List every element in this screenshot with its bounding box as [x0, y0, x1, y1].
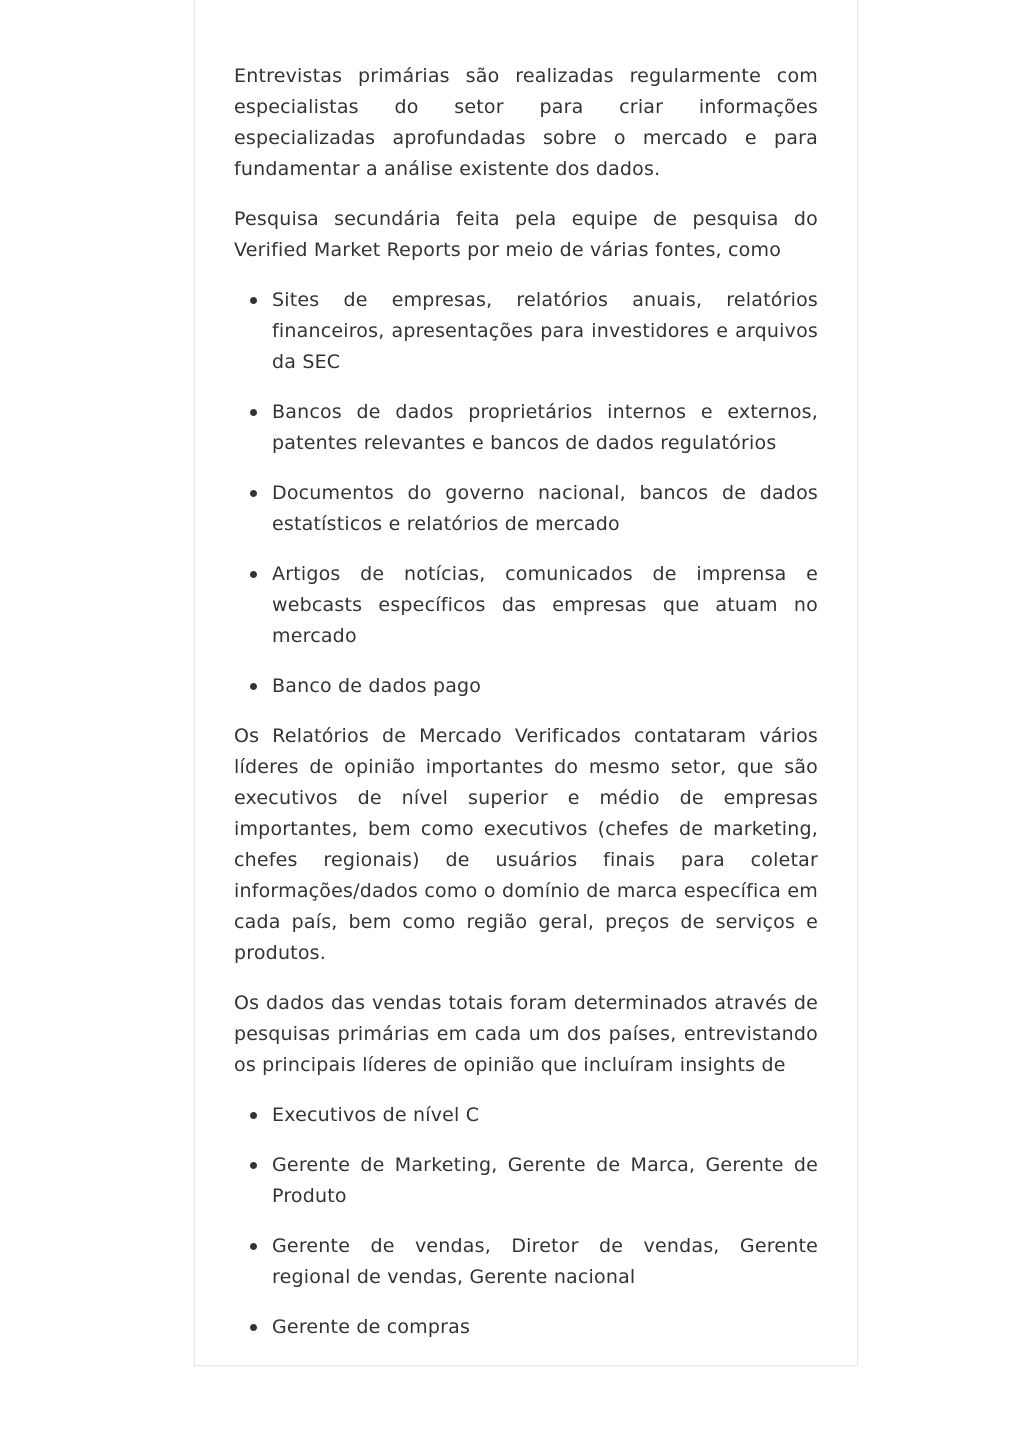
insights-list: [234, 1100, 818, 1343]
list-item: [234, 1150, 818, 1212]
list-item: [234, 671, 818, 702]
list-item-text: Artigos de notícias, comunicados de imprensa e webcasts específicos das empresas que atuam no mercado: [272, 563, 818, 647]
bullet-icon: [250, 1112, 257, 1119]
list-item: [234, 1312, 818, 1343]
list-item: [234, 559, 818, 652]
list-item-text: Executivos de nível C: [272, 1104, 480, 1126]
list-item-text: Banco de dados pago: [272, 675, 482, 697]
bullet-icon: [250, 1243, 257, 1250]
bullet-icon: [250, 490, 257, 497]
list-item: [234, 1231, 818, 1293]
list-item-text: Bancos de dados proprietários internos e externos, patentes relevantes e bancos de dados regulatórios: [272, 401, 818, 454]
paragraph-total-sales: Os dados das vendas totais foram determinados através de pesquisas primárias em cada um dos países, entrevistando os principais líderes de opinião que incluíram insights de: [234, 992, 818, 1076]
bullet-icon: [250, 409, 257, 416]
article-body: [234, 61, 818, 1362]
sources-list: [234, 285, 818, 702]
list-item: [234, 1100, 818, 1131]
paragraph-opinion-leaders: Os Relatórios de Mercado Verificados contataram vários líderes de opinião importantes do mesmo setor, que são executivos de nível superior e médio de empresas importantes, bem como executivos (chefes de marketing, chefes regionais) de usuários finais para coletar informações/dados como o domínio de marca específica em cada país, bem como região geral, preços de serviços e produtos.: [234, 725, 818, 964]
paragraph-primary-interviews: Entrevistas primárias são realizadas regularmente com especialistas do setor para criar informações especializadas aprofundadas sobre o mercado e para fundamentar a análise existente dos dados.: [234, 65, 818, 180]
list-item-text: Gerente de compras: [272, 1316, 471, 1338]
paragraph-secondary-research: Pesquisa secundária feita pela equipe de pesquisa do Verified Market Reports por meio de várias fontes, como: [234, 208, 818, 261]
bullet-icon: [250, 1162, 257, 1169]
list-item: [234, 285, 818, 378]
list-item-text: Documentos do governo nacional, bancos de dados estatísticos e relatórios de mercado: [272, 482, 818, 535]
list-item-text: Gerente de vendas, Diretor de vendas, Gerente regional de vendas, Gerente nacional: [272, 1235, 818, 1288]
list-item: [234, 397, 818, 459]
list-item-text: Sites de empresas, relatórios anuais, relatórios financeiros, apresentações para investidores e arquivos da SEC: [272, 289, 818, 373]
bullet-icon: [250, 571, 257, 578]
list-item: [234, 478, 818, 540]
bullet-icon: [250, 297, 257, 304]
bullet-icon: [250, 683, 257, 690]
list-item-text: Gerente de Marketing, Gerente de Marca, Gerente de Produto: [272, 1154, 818, 1207]
bullet-icon: [250, 1324, 257, 1331]
